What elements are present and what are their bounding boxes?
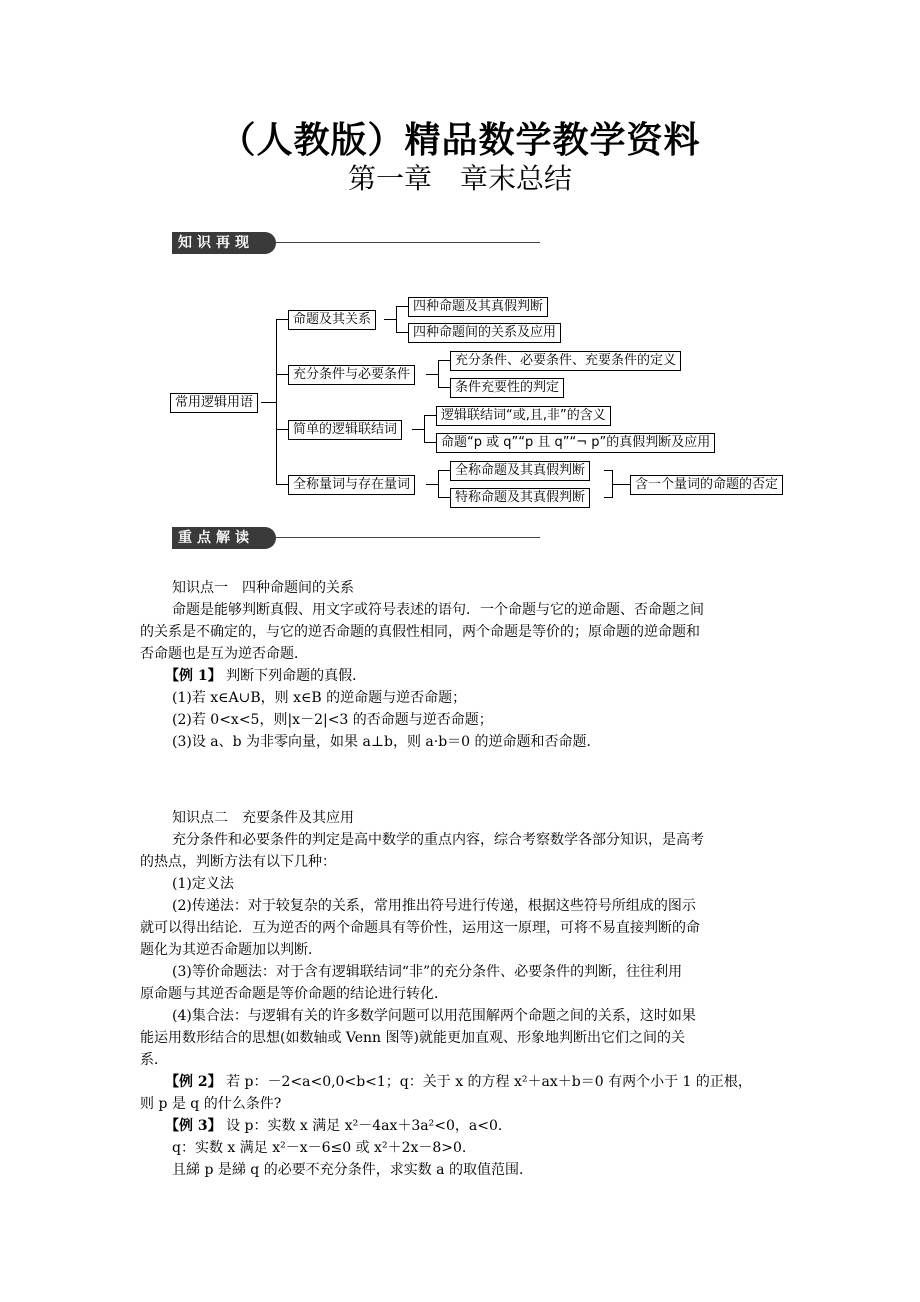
paragraph-line: (1)定义法 [172, 876, 234, 892]
connector [276, 429, 288, 430]
diagram-branch: 充分条件与必要条件 [288, 365, 415, 385]
connector [426, 484, 438, 485]
connector [276, 319, 277, 485]
example-text: 判断下列命题的真假． [221, 668, 367, 684]
diagram-branch: 全称量词与存在量词 [288, 475, 415, 495]
knowledge-banner-label: 知识再现 ● [172, 232, 276, 254]
diagram-leaf: 四种命题及其真假判断 [408, 297, 548, 317]
key-points-banner [172, 527, 540, 568]
paragraph-line: (3)等价命题法：对于含有逻辑联结词“非”的充分条件、必要条件的判断，往往利用 [172, 964, 683, 980]
paragraph-line: 否命题也是互为逆否命题． [140, 646, 308, 662]
connector [261, 402, 276, 403]
chapter-subtitle: 第一章 章末总结 [347, 162, 572, 195]
connector [276, 484, 288, 485]
paragraph-line: 原命题与其逆否命题是等价命题的结论进行转化． [140, 986, 448, 1002]
example-label: 【例 2】 [165, 1074, 222, 1090]
example-text: 设 p：实数 x 满足 x²－4ax＋3a²<0，a<0. [221, 1118, 503, 1134]
paragraph-line: 题化为其逆否命题加以判断． [140, 942, 322, 958]
example-item: (1)若 x∈A∪B，则 x∈B 的逆命题与逆否命题； [172, 690, 467, 706]
example-label: 【例 3】 [165, 1118, 222, 1134]
paragraph-line: 就可以得出结论．互为逆否的两个命题具有等价性，运用这一原理，可将不易直接判断的命 [140, 920, 700, 936]
connector [384, 319, 396, 320]
paragraph-line: (4)集合法：与逻辑有关的许多数学问题可以用范围解两个命题之间的关系，这时如果 [172, 1008, 696, 1024]
connector [276, 319, 288, 320]
paragraph-line: (2)传递法：对于较复杂的关系，常用推出符号进行传递，根据这些符号所组成的图示 [172, 898, 696, 914]
diagram-leaf: 逻辑联结词“或,且,非”的含义 [436, 406, 611, 426]
example-3-q: q：实数 x 满足 x²－x－6≤0 或 x²＋2x－8>0. [172, 1140, 467, 1156]
connector [396, 332, 408, 333]
paragraph-line: 命题是能够判断真假、用文字或符号表述的语句．一个命题与它的逆命题、否命题之间 [172, 602, 704, 618]
connector [604, 470, 612, 471]
connector [438, 360, 439, 387]
diagram-extra: 含一个量词的命题的否定 [630, 475, 783, 495]
example-text: 若 p：－2<a<0,0<b<1；q：关于 x 的方程 x²＋ax＋b＝0 有两个小于 1 的正根， [221, 1074, 752, 1090]
connector [412, 429, 424, 430]
paragraph-line: 能运用数形结合的思想(如数轴或 Venn 图等)就能更加直观、形象地判断出它们之间的关 [140, 1030, 685, 1046]
diagram-leaf: 全称命题及其真假判断 [450, 461, 590, 481]
diagram-leaf: 充分条件、必要条件、充要条件的定义 [450, 351, 681, 371]
section-heading: 知识点一 四种命题间的关系 [172, 580, 354, 596]
connector [276, 374, 288, 375]
example-2 [165, 1072, 752, 1092]
banner-divider [276, 242, 540, 243]
diagram-branch: 命题及其关系 [288, 310, 376, 330]
paragraph-line: 的关系是不确定的，与它的逆否命题的真假性相同，两个命题是等价的；原命题的逆命题和 [140, 624, 700, 640]
diagram-leaf: 特称命题及其真假判断 [450, 488, 590, 508]
connector [612, 484, 630, 485]
diagram-leaf: 条件充要性的判定 [450, 378, 564, 398]
connector [604, 497, 612, 498]
example-2-cont: 则 p 是 q 的什么条件? [140, 1096, 282, 1112]
diagram-leaf: 命题“p 或 q”“p 且 q”“¬ p”的真假判断及应用 [436, 433, 715, 453]
knowledge-banner [172, 232, 540, 273]
connector [438, 470, 450, 471]
connector [396, 306, 397, 332]
key-points-banner-label: 重点解读 ● [172, 527, 276, 549]
example-label: 【例 1】 [165, 668, 222, 684]
example-item: (2)若 0<x<5，则|x－2|<3 的否命题与逆否命题； [172, 712, 493, 728]
connector [424, 415, 436, 416]
connector [438, 387, 450, 388]
paragraph-line: 的热点，判断方法有以下几种： [140, 854, 336, 870]
section-heading: 知识点二 充要条件及其应用 [172, 810, 354, 826]
connector [396, 306, 408, 307]
example-item: (3)设 a、b 为非零向量，如果 a⊥b，则 a·b＝0 的逆命题和否命题． [172, 734, 601, 750]
banner-divider [276, 537, 540, 538]
diagram-leaf: 四种命题间的关系及应用 [408, 323, 561, 343]
connector [426, 374, 438, 375]
example-3 [165, 1116, 502, 1136]
connector [424, 442, 436, 443]
paragraph-line: 系． [140, 1052, 168, 1068]
diagram-branch: 简单的逻辑联结词 [288, 420, 402, 440]
example-3-ask: 且綈 p 是綈 q 的必要不充分条件，求实数 a 的取值范围． [172, 1162, 533, 1178]
connector [438, 470, 439, 497]
diagram-root: 常用逻辑用语 [170, 393, 258, 413]
paragraph-line: 充分条件和必要条件的判定是高中数学的重点内容，综合考察数学各部分知识，是高考 [172, 832, 704, 848]
connector [424, 415, 425, 442]
example-1 [165, 666, 366, 686]
page-title: （人教版）精品数学教学资料 [219, 120, 701, 161]
connector [438, 360, 450, 361]
connector [438, 497, 450, 498]
